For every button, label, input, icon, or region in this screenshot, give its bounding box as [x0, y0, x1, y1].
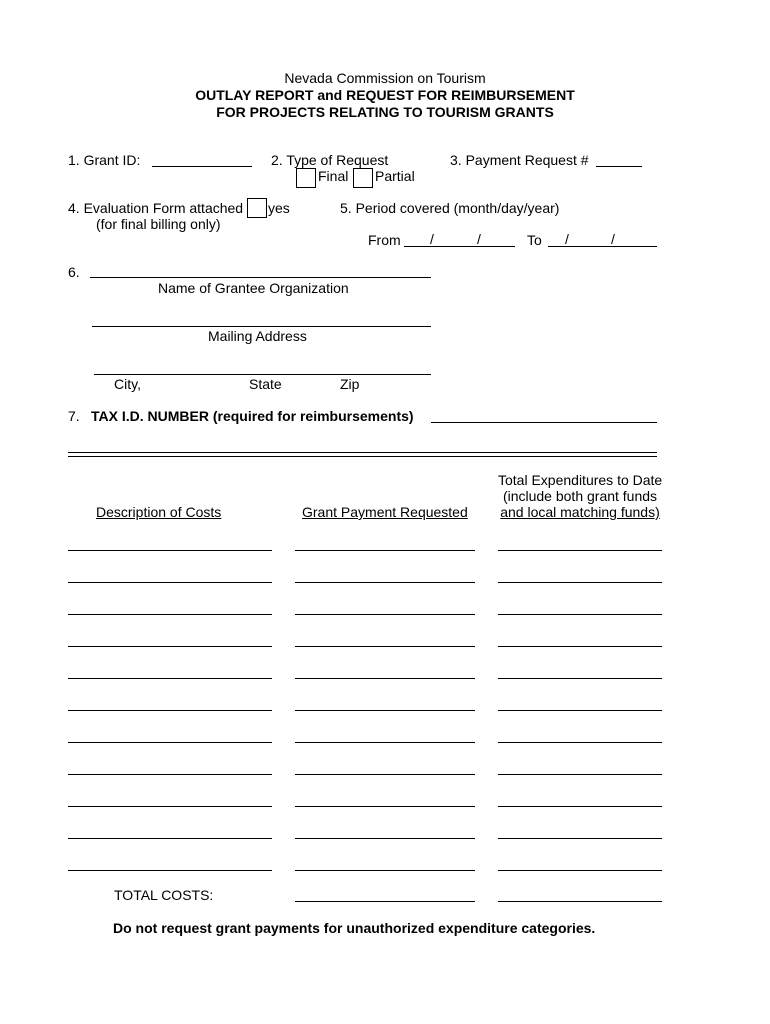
zip-label: Zip	[340, 376, 360, 392]
total-expenditure-field[interactable]	[498, 582, 662, 583]
partial-checkbox[interactable]	[353, 168, 373, 188]
footer-note: Do not request grant payments for unauthorized expenditure categories.	[113, 920, 596, 936]
grant-payment-field[interactable]	[295, 710, 475, 711]
col3-header-line2: (include both grant funds	[502, 488, 658, 504]
grant-payment-field[interactable]	[295, 806, 475, 807]
cost-description-field[interactable]	[68, 582, 272, 583]
total-expenditure-field[interactable]	[498, 806, 662, 807]
org-name: Nevada Commission on Tourism	[284, 70, 486, 86]
mailing-address-field[interactable]	[92, 326, 431, 327]
city-state-zip-field[interactable]	[94, 374, 431, 375]
total-expenditures-field[interactable]	[498, 901, 662, 902]
col3-header-line1: Total Expenditures to Date	[498, 472, 663, 488]
state-label: State	[249, 376, 282, 392]
to-slash-1: /	[565, 231, 569, 247]
grantee-org-label: Name of Grantee Organization	[158, 280, 349, 296]
cost-description-field[interactable]	[68, 742, 272, 743]
section-divider-bottom	[68, 456, 657, 457]
grant-payment-field[interactable]	[295, 742, 475, 743]
cost-description-field[interactable]	[68, 550, 272, 551]
total-expenditure-field[interactable]	[498, 710, 662, 711]
item-6-number: 6.	[68, 264, 80, 280]
grant-payment-field[interactable]	[295, 614, 475, 615]
from-date-field[interactable]	[404, 246, 515, 247]
total-expenditure-field[interactable]	[498, 646, 662, 647]
mailing-address-label: Mailing Address	[208, 328, 307, 344]
grant-id-field[interactable]	[152, 166, 252, 167]
evaluation-checkbox[interactable]	[247, 198, 267, 218]
from-label: From	[368, 232, 401, 248]
cost-description-field[interactable]	[68, 806, 272, 807]
payment-request-label: 3. Payment Request #	[450, 152, 589, 168]
form-title-line2: FOR PROJECTS RELATING TO TOURISM GRANTS	[216, 104, 554, 120]
partial-label: Partial	[375, 168, 415, 184]
grant-payment-field[interactable]	[295, 838, 475, 839]
total-expenditure-field[interactable]	[498, 614, 662, 615]
total-expenditure-field[interactable]	[498, 870, 662, 871]
city-label: City,	[114, 376, 141, 392]
evaluation-note: (for final billing only)	[96, 216, 221, 232]
cost-description-field[interactable]	[68, 774, 272, 775]
payment-request-field[interactable]	[596, 166, 642, 167]
evaluation-yes-label: yes	[268, 200, 290, 216]
grant-payment-field[interactable]	[295, 550, 475, 551]
tax-id-label: TAX I.D. NUMBER (required for reimbursements)	[91, 408, 414, 424]
evaluation-form-label: 4. Evaluation Form attached	[68, 200, 244, 216]
cost-description-field[interactable]	[68, 838, 272, 839]
period-covered-label: 5. Period covered (month/day/year)	[340, 200, 560, 216]
total-expenditure-field[interactable]	[498, 678, 662, 679]
total-expenditure-field[interactable]	[498, 550, 662, 551]
type-of-request-label: 2. Type of Request	[271, 152, 389, 168]
grantee-org-field[interactable]	[90, 277, 431, 278]
tax-id-field[interactable]	[431, 422, 657, 423]
from-slash-2: /	[477, 231, 481, 247]
grant-id-label: 1. Grant ID:	[68, 152, 141, 168]
grant-payment-field[interactable]	[295, 678, 475, 679]
final-label: Final	[318, 168, 349, 184]
total-costs-label: TOTAL COSTS:	[114, 887, 214, 903]
total-expenditure-field[interactable]	[498, 838, 662, 839]
total-expenditure-field[interactable]	[498, 774, 662, 775]
form-title-line1: OUTLAY REPORT and REQUEST FOR REIMBURSEMENT	[195, 87, 575, 103]
cost-description-field[interactable]	[68, 646, 272, 647]
col1-header: Description of Costs	[96, 504, 222, 520]
grant-payment-field[interactable]	[295, 774, 475, 775]
total-expenditure-field[interactable]	[498, 742, 662, 743]
col2-header: Grant Payment Requested	[302, 504, 468, 520]
from-slash-1: /	[430, 231, 434, 247]
cost-description-field[interactable]	[68, 614, 272, 615]
grant-payment-field[interactable]	[295, 646, 475, 647]
section-divider-top	[68, 452, 657, 453]
item-7-number: 7.	[68, 408, 80, 424]
to-slash-2: /	[611, 231, 615, 247]
col3-header-line3: and local matching funds)	[500, 504, 660, 520]
cost-description-field[interactable]	[68, 710, 272, 711]
total-grant-payment-field[interactable]	[295, 901, 475, 902]
final-checkbox[interactable]	[296, 168, 316, 188]
cost-description-field[interactable]	[68, 678, 272, 679]
cost-description-field[interactable]	[68, 870, 272, 871]
to-label: To	[527, 232, 542, 248]
grant-payment-field[interactable]	[295, 582, 475, 583]
grant-payment-field[interactable]	[295, 870, 475, 871]
